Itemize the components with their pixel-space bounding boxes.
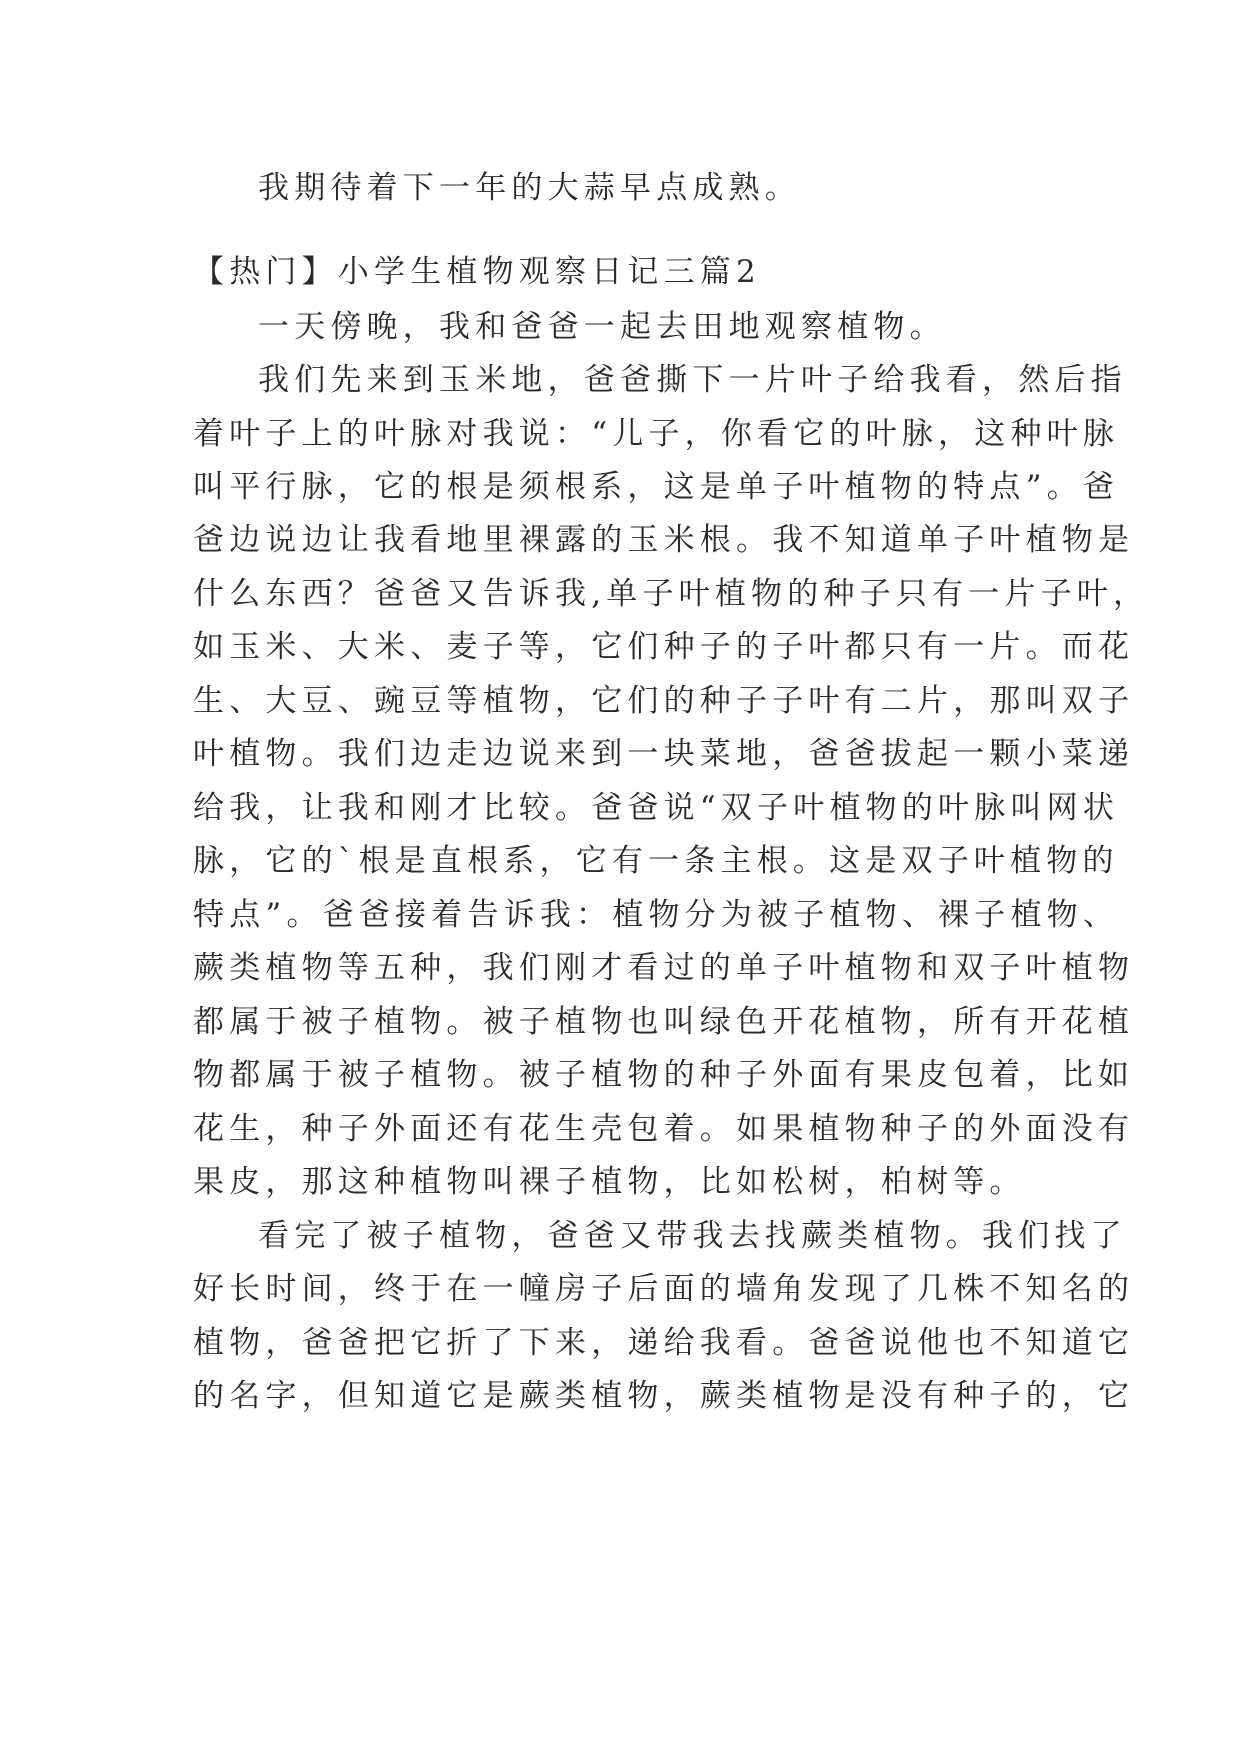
paragraph-line: 着叶子上的叶脉对我说：“儿子，你看它的叶脉，这种叶脉: [193, 416, 1120, 452]
paragraph-line: 花生，种子外面还有花生壳包着。如果植物种子的外面没有: [193, 1111, 1135, 1147]
paragraph-line: 脉，它的`根是直根系，它有一条主根。这是双子叶植物的: [193, 843, 1119, 879]
paragraph-line: 一天傍晚，我和爸爸一起去田地观察植物。: [258, 309, 946, 345]
paragraph-line: 的名字，但知道它是蕨类植物，蕨类植物是没有种子的，它: [193, 1378, 1135, 1414]
paragraph-line: 都属于被子植物。被子植物也叫绿色开花植物，所有开花植: [193, 1004, 1135, 1040]
paragraph-line: 叫平行脉，它的根是须根系，这是单子叶植物的特点”。爸: [193, 469, 1120, 505]
paragraph-line: 生、大豆、豌豆等植物，它们的种子子叶有二片，那叫双子: [193, 683, 1135, 719]
paragraph-line: 叶植物。我们边走边说来到一块菜地，爸爸拔起一颗小菜递: [193, 736, 1135, 772]
paragraph-line: 看完了被子植物，爸爸又带我去找蕨类植物。我们找了: [258, 1218, 1127, 1254]
paragraph-line: 果皮，那这种植物叫裸子植物，比如松树，柏树等。: [193, 1164, 1026, 1200]
paragraph-line: 如玉米、大米、麦子等，它们种子的子叶都只有一片。而花: [193, 629, 1135, 665]
paragraph-line: 植物，爸爸把它折了下来，递给我看。爸爸说他也不知道它: [193, 1325, 1135, 1361]
paragraph-line: 好长时间，终于在一幢房子后面的墙角发现了几株不知名的: [193, 1271, 1135, 1307]
paragraph-closing-line: 我期待着下一年的大蒜早点成熟。: [258, 170, 801, 206]
paragraph-line: 给我，让我和刚才比较。爸爸说“双子叶植物的叶脉叫网状: [193, 790, 1120, 826]
paragraph-line: 什么东西？爸爸又告诉我,单子叶植物的种子只有一片子叶，: [193, 576, 1150, 612]
paragraph-line: 蕨类植物等五种，我们刚才看过的单子叶植物和双子叶植物: [193, 950, 1135, 986]
section-heading: 【热门】小学生植物观察日记三篇2: [193, 254, 761, 290]
paragraph-line: 爸边说边让我看地里裸露的玉米根。我不知道单子叶植物是: [193, 522, 1135, 558]
paragraph-line: 我们先来到玉米地，爸爸撕下一片叶子给我看，然后指: [258, 362, 1127, 398]
paragraph-line: 特点”。爸爸接着告诉我：植物分为被子植物、裸子植物、: [193, 897, 1120, 933]
paragraph-line: 物都属于被子植物。被子植物的种子外面有果皮包着，比如: [193, 1057, 1135, 1093]
